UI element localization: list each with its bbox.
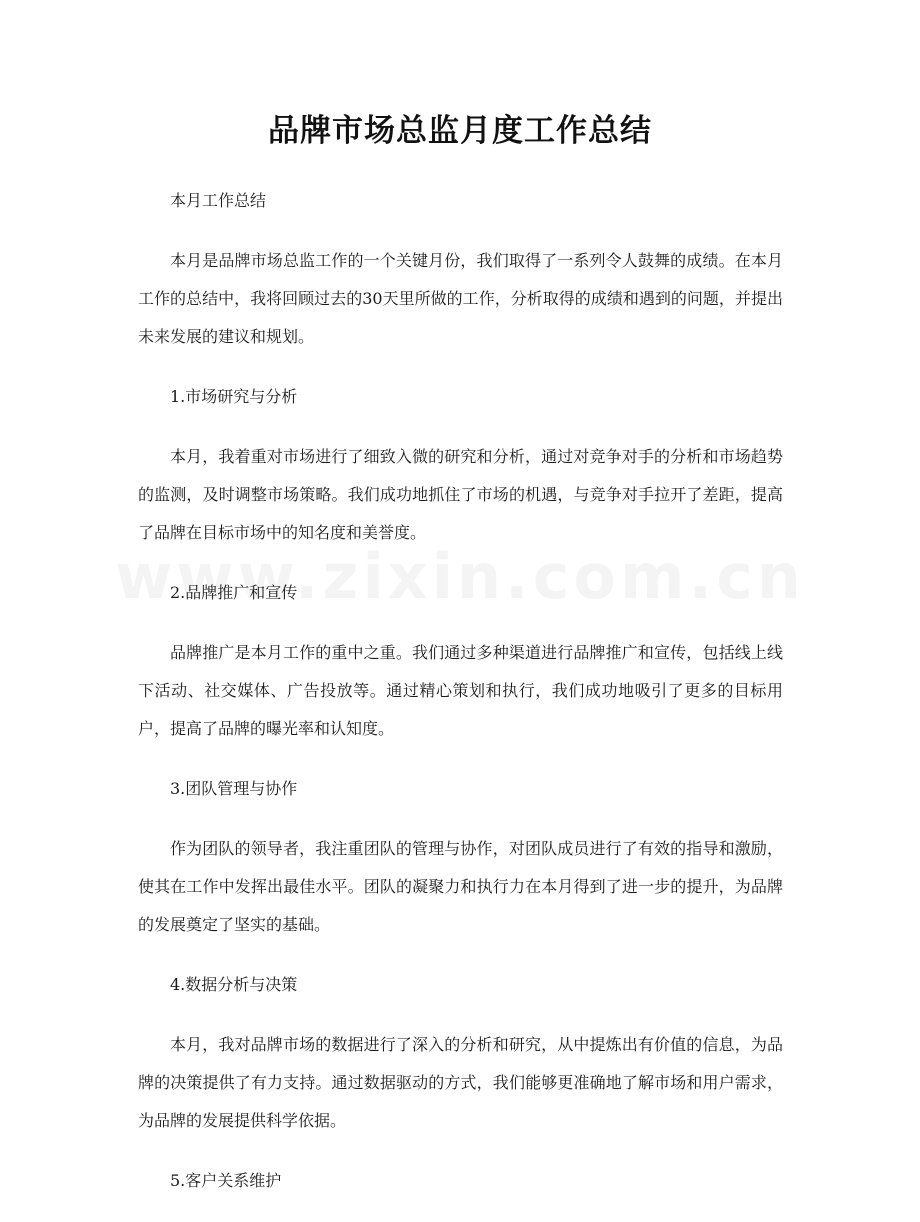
document-title: 品牌市场总监月度工作总结 xyxy=(268,113,652,149)
section-heading-team-management: 3.团队管理与协作 xyxy=(170,779,298,798)
paragraph-intro: 本月是品牌市场总监工作的一个关键月份，我们取得了一系列令人鼓舞的成绩。在本月工作的总结中，我将回顾过去的30天里所做的工作，分析取得的成绩和遇到的问题，并提出未来发展的建议和规划。 xyxy=(138,251,783,346)
paragraph-data-analysis: 本月，我对品牌市场的数据进行了深入的分析和研究，从中提炼出有价值的信息，为品牌的决策提供了有力支持。通过数据驱动的方式，我们能够更准确地了解市场和用户需求，为品牌的发展提供科学依据。 xyxy=(138,1035,783,1130)
section-heading-customer-relations: 5.客户关系维护 xyxy=(170,1171,282,1190)
paragraph-brand-promotion: 品牌推广是本月工作的重中之重。我们通过多种渠道进行品牌推广和宣传，包括线上线下活动、社交媒体、广告投放等。通过精心策划和执行，我们成功地吸引了更多的目标用户，提高了品牌的曝光率和认知度。 xyxy=(138,643,783,738)
document-body xyxy=(138,184,783,1222)
section-heading-summary: 本月工作总结 xyxy=(170,191,267,210)
paragraph-market-research: 本月，我着重对市场进行了细致入微的研究和分析，通过对竞争对手的分析和市场趋势的监测，及时调整市场策略。我们成功地抓住了市场的机遇，与竞争对手拉开了差距，提高了品牌在目标市场中的知名度和美誉度。 xyxy=(138,447,783,542)
paragraph-team-management: 作为团队的领导者，我注重团队的管理与协作，对团队成员进行了有效的指导和激励，使其在工作中发挥出最佳水平。团队的凝聚力和执行力在本月得到了进一步的提升，为品牌的发展奠定了坚实的基础。 xyxy=(138,839,783,934)
section-heading-data-analysis: 4.数据分析与决策 xyxy=(170,975,298,994)
section-heading-brand-promotion: 2.品牌推广和宣传 xyxy=(170,583,298,602)
section-heading-market-research: 1.市场研究与分析 xyxy=(170,387,298,406)
